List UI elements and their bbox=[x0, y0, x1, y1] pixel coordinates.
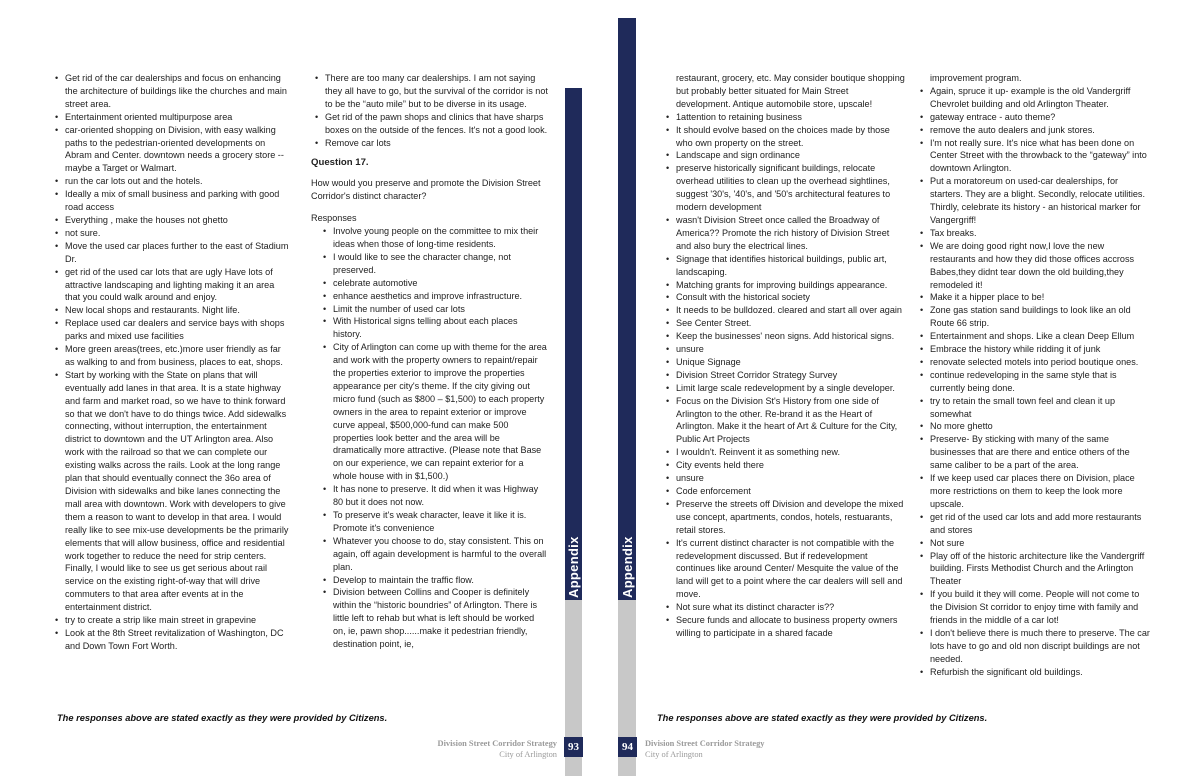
response-item: • Not sure what its distinct character is?? bbox=[676, 601, 905, 614]
response-item: • get rid of the used car lots that are ugly Have lots of attractive landscaping and lighting making it an area that you could walk around and enjoy. bbox=[65, 266, 291, 305]
response-item: • Keep the businesses' neon signs. Add historical signs. bbox=[676, 330, 905, 343]
response-item: • Entertainment oriented multipurpose area bbox=[65, 111, 291, 124]
response-item: • Start by working with the State on plans that will eventually add lanes in that area. It is a state highway and farm and market road, so we have to think forward so that we don't have to do things twice. Add sidewalks connecting, without interruption, the entertainment district to downtown and the UT Arlington area. Also work with the railroad so that we can complete our existing walks across the rails. Look at the long range plan that should eventually connect the 36o area of Division with sidewalks and bike lanes connecting the mall area with downtown. Work with developers to give them a reason to want to develop in that area. I would really like to see mix-use developments be the primarily elements that will allow business, office and residential work together to reduce the need for strip centers. Finally, I would like to see us get serious about rail service on the existing right-of-way that will drive commuters to that area after events at in the entertainment district. bbox=[65, 369, 291, 614]
response-item: • Whatever you choose to do, stay consistent. This on again, off again development is harmful to the overall plan. bbox=[333, 535, 548, 574]
appendix-tab-bar bbox=[618, 18, 636, 776]
response-item: • Signage that identifies historical buildings, public art, landscaping. bbox=[676, 253, 905, 279]
response-item: • continue redeveloping in the same style that is currently being done. bbox=[930, 369, 1152, 395]
response-item: • We are doing good right now,I love the new restaurants and how they did those offices accross Babes,they didnt tear down the old building,they remodeled it! bbox=[930, 240, 1152, 292]
response-item: • not sure. bbox=[65, 227, 291, 240]
response-list bbox=[51, 72, 291, 653]
appendix-tab-label: Appendix bbox=[566, 536, 581, 598]
response-item: • I don't believe there is much there to preserve. The car lots have to go and old non discript buildings are not needed. bbox=[930, 627, 1152, 666]
response-item: • Division Street Corridor Strategy Survey bbox=[676, 369, 905, 382]
response-item: • I wouldn't. Reinvent it as something new. bbox=[676, 446, 905, 459]
response-item: • It has none to preserve. It did when it was Highway 80 but it does not now. bbox=[333, 483, 548, 509]
left-column-1 bbox=[51, 72, 291, 653]
response-item: • preserve historically significant buildings, relocate overhead utilities to clean up the overhead sightlines, suggest '30's, '40's, and '50's architectural features to modern development bbox=[676, 162, 905, 214]
response-item: • wasn't Division Street once called the Broadway of America?? Promote the rich history of Division Street and also bury the electrical lines. bbox=[676, 214, 905, 253]
footer-title: Division Street Corridor Strategy bbox=[437, 739, 557, 748]
right-column-1 bbox=[662, 72, 905, 640]
response-item: • Unique Signage bbox=[676, 356, 905, 369]
response-list bbox=[311, 225, 548, 651]
response-item: • try to create a strip like main street in grapevine bbox=[65, 614, 291, 627]
response-item: • unsure bbox=[676, 472, 905, 485]
response-item: • Division between Collins and Cooper is definitely within the “historic boundries” of Arlington. There is little left to rehab but what is left should be worked on, ie, pawn shop......make it pedestrian friendly, destination point, ie, bbox=[333, 586, 548, 651]
response-item: • Consult with the historical society bbox=[676, 291, 905, 304]
response-item: • Involve young people on the committee to mix their ideas when those of long-time residents. bbox=[333, 225, 548, 251]
response-item: • renovate selected motels into period boutique ones. bbox=[930, 356, 1152, 369]
response-item: • See Center Street. bbox=[676, 317, 905, 330]
right-column-2 bbox=[916, 72, 1152, 679]
response-item: • Limit the number of used car lots bbox=[333, 303, 548, 316]
footer-title: Division Street Corridor Strategy bbox=[645, 739, 765, 748]
response-item: • Again, spruce it up- example is the old Vandergriff Chevrolet building and old Arlington Theater. bbox=[930, 85, 1152, 111]
response-item: • Get rid of the car dealerships and focus on enhancing the architecture of buildings like the churches and main street area. bbox=[65, 72, 291, 111]
appendix-tab-bar bbox=[565, 88, 582, 776]
continued-text: improvement program. bbox=[930, 73, 1022, 83]
response-item: • If you build it they will come. People will not come to the Division St corridor to enjoy time with family and friends in the middle of a car lot! bbox=[930, 588, 1152, 627]
response-item: • Develop to maintain the traffic flow. bbox=[333, 574, 548, 587]
response-item: • If we keep used car places there on Division, place more restrictions on them to keep the look more upscale. bbox=[930, 472, 1152, 511]
response-list bbox=[916, 85, 1152, 679]
response-item: • It should evolve based on the choices made by those who own property on the street. bbox=[676, 124, 905, 150]
response-item: • try to retain the small town feel and clean it up somewhat bbox=[930, 395, 1152, 421]
responses-label: Responses bbox=[311, 213, 357, 224]
response-item: • Limit large scale redevelopment by a single developer. bbox=[676, 382, 905, 395]
response-item: • New local shops and restaurants. Night life. bbox=[65, 304, 291, 317]
response-item: • Entertainment and shops. Like a clean Deep Ellum bbox=[930, 330, 1152, 343]
appendix-tab-navy bbox=[618, 18, 636, 600]
response-item: • Secure funds and allocate to business property owners willing to participate in a shared facade bbox=[676, 614, 905, 640]
response-item: • There are too many car dealerships. I am not saying they all have to go, but the survival of the corridor is not to be the “auto mile” but to be diverse in its usage. bbox=[325, 72, 548, 111]
question-text: How would you preserve and promote the Division Street Corridor's distinct character? bbox=[311, 178, 541, 202]
response-item: • Tax breaks. bbox=[930, 227, 1152, 240]
footer-subtitle: City of Arlington bbox=[499, 750, 557, 759]
response-item: • Preserve- By sticking with many of the same businesses that are there and entice others of the same caliber to be a part of the area. bbox=[930, 433, 1152, 472]
response-item: • Remove car lots bbox=[325, 137, 548, 150]
response-item: • Get rid of the pawn shops and clinics that have sharps boxes on the outside of the fences. It's not a good look. bbox=[325, 111, 548, 137]
response-item: • Matching grants for improving buildings appearance. bbox=[676, 279, 905, 292]
response-item: • Landscape and sign ordinance bbox=[676, 149, 905, 162]
response-item: • Zone gas station sand buildings to look like an old Route 66 strip. bbox=[930, 304, 1152, 330]
response-item: • celebrate automotive bbox=[333, 277, 548, 290]
response-item: • Replace used car dealers and service bays with shops parks and mixed use facilities bbox=[65, 317, 291, 343]
citizens-note: The responses above are stated exactly as they were provided by Citizens. bbox=[657, 713, 988, 723]
page-number: 94 bbox=[618, 737, 637, 757]
citizens-note: The responses above are stated exactly as they were provided by Citizens. bbox=[57, 713, 388, 723]
response-item: • Make it a hipper place to be! bbox=[930, 291, 1152, 304]
response-item: • unsure bbox=[676, 343, 905, 356]
response-item: • Code enforcement bbox=[676, 485, 905, 498]
response-item: • I'm not really sure. It's nice what has been done on Center Street with the throwback to the “gateway” into downtown Arlington. bbox=[930, 137, 1152, 176]
response-item: • More green areas(trees, etc.)more user friendly as far as walking to and from business, places to eat, shops. bbox=[65, 343, 291, 369]
response-item: • No more ghetto bbox=[930, 420, 1152, 433]
appendix-tab-navy bbox=[565, 88, 582, 600]
page-94 bbox=[600, 0, 1200, 776]
page-footer bbox=[438, 738, 557, 760]
response-item: • car-oriented shopping on Division, with easy walking paths to the pedestrian-oriented developments on Abram and Center. downtown needs a grocery store -- maybe a Target or Walmart. bbox=[65, 124, 291, 176]
response-item: • Not sure bbox=[930, 537, 1152, 550]
response-item: • Move the used car places further to the east of Stadium Dr. bbox=[65, 240, 291, 266]
response-item: • I would like to see the character change, not preserved. bbox=[333, 251, 548, 277]
left-column-2 bbox=[311, 72, 548, 651]
response-item: • Play off of the historic architecture like the Vandergriff building. Firsts Methodist Church and the Arlington Theater bbox=[930, 550, 1152, 589]
response-item: • Embrace the history while ridding it of junk bbox=[930, 343, 1152, 356]
response-item: • Everything , make the houses not ghetto bbox=[65, 214, 291, 227]
response-item: • To preserve it's weak character, leave it like it is. Promote it's convenience bbox=[333, 509, 548, 535]
response-item: • Ideally a mix of small business and parking with good road access bbox=[65, 188, 291, 214]
response-item: • run the car lots out and the hotels. bbox=[65, 175, 291, 188]
response-list bbox=[311, 72, 548, 149]
question-title: Question 17. bbox=[311, 157, 369, 169]
response-list bbox=[662, 111, 905, 640]
continued-text: restaurant, grocery, etc. May consider boutique shopping but probably better situated for Main Street development. Antique automobile store, upscale! bbox=[676, 73, 905, 109]
response-item: • gateway entrace - auto theme? bbox=[930, 111, 1152, 124]
response-item: • Look at the 8th Street revitalization of Washington, DC and Down Town Fort Worth. bbox=[65, 627, 291, 653]
response-item: • 1attention to retaining business bbox=[676, 111, 905, 124]
footer-subtitle: City of Arlington bbox=[645, 750, 703, 759]
response-item: • It's current distinct character is not compatible with the redevelopment discussed. But if redevelopment continues like around Center/ Mesquite the value of the land will get to a point where the car dealers will sell and move. bbox=[676, 537, 905, 602]
response-item: • City of Arlington can come up with theme for the area and work with the property owners to repaint/repair the properties exterior to improve the properties appearance per city's theme. If the city giving out micro fund (such as $800 – $1,500) to each property owners in the area to repaint exterior or improve curve appeal, $500,000-fund can make 500 properties look better and the area will be dramatically more attractive. (Please note that Base on our experience, we can repaint exterior for a whole house with in $1,500.) bbox=[333, 341, 548, 483]
page-footer bbox=[645, 738, 764, 760]
appendix-tab-label: Appendix bbox=[620, 536, 635, 598]
response-item: • remove the auto dealers and junk stores. bbox=[930, 124, 1152, 137]
page-number: 93 bbox=[564, 737, 583, 757]
response-item: • get rid of the used car lots and add more restaurants and stores bbox=[930, 511, 1152, 537]
response-item: • Focus on the Division St's History from one side of Arlington to the other. Re-brand it as the Heart of Arlington. Make it the heart of Art & Culture for the City, Public Art Projects bbox=[676, 395, 905, 447]
response-item: • Put a moratoreum on used-car dealerships, for starters. They are a blight. Secondly, relocate utilities. Thirdly, celebrate its history - an historical marker for Vangergriff! bbox=[930, 175, 1152, 227]
response-item: • It needs to be bulldozed. cleared and start all over again bbox=[676, 304, 905, 317]
response-item: • With Historical signs telling about each places history. bbox=[333, 315, 548, 341]
response-item: • enhance aesthetics and improve infrastructure. bbox=[333, 290, 548, 303]
response-item: • Preserve the streets off Division and develope the mixed use concept, apartments, condos, hotels, restuarants, retail stores. bbox=[676, 498, 905, 537]
response-item: • City events held there bbox=[676, 459, 905, 472]
response-item: • Refurbish the significant old buildings. bbox=[930, 666, 1152, 679]
